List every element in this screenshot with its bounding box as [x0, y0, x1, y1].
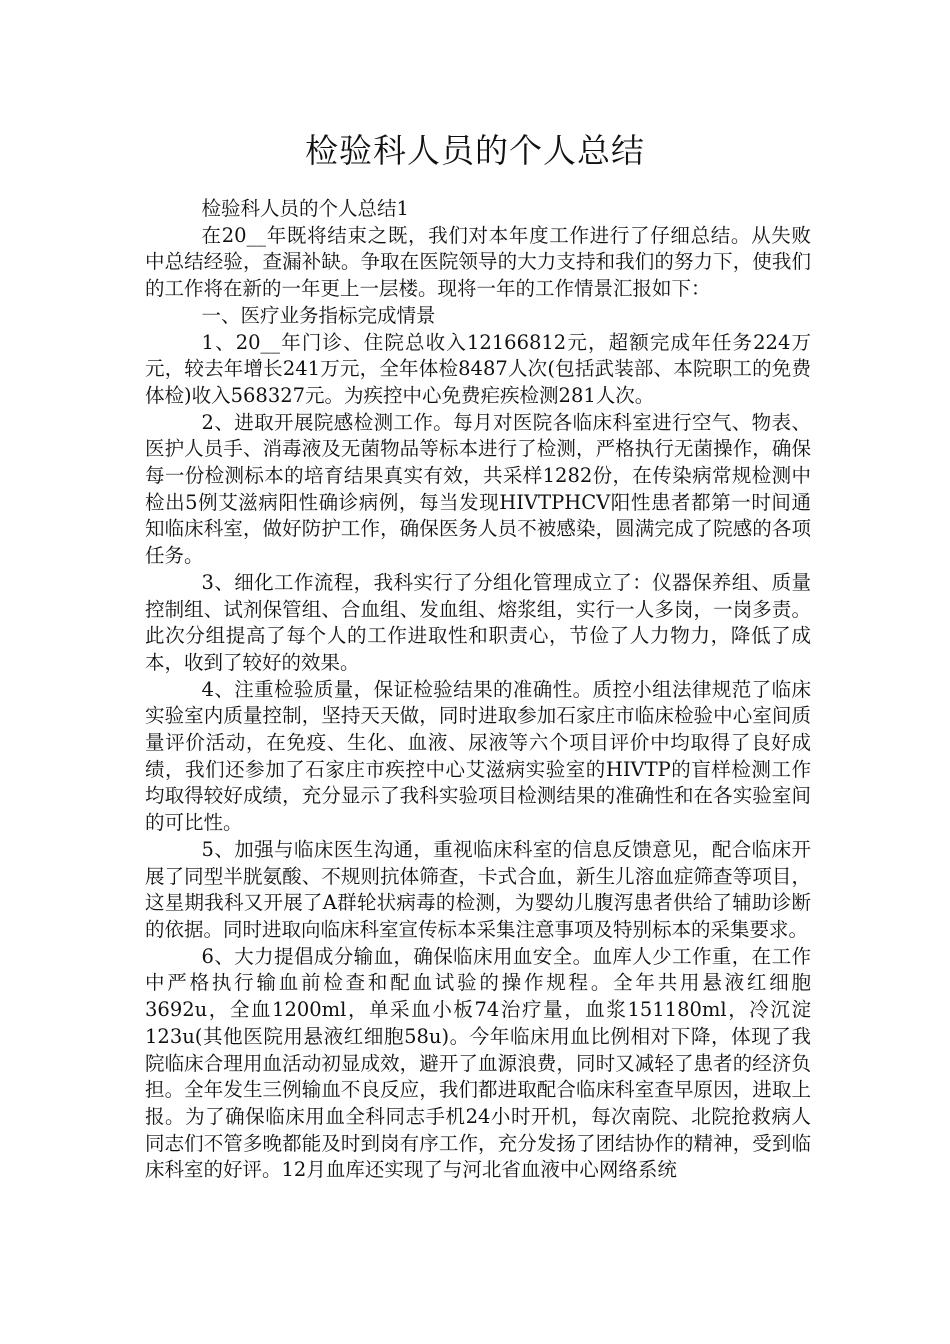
paragraph-item-4: 4、注重检验质量，保证检验结果的准确性。质控小组法律规范了临床实验室内质量控制，坚持天天做，同时进取参加石家庄市临床检验中心室间质量评价活动，在免疫、生化、血液、尿液等六个项目评价中均取得了良好成绩，我们还参加了石家庄市疾控中心艾滋病实验室的HIVTP的盲样检测工作均取得较好成绩，充分显示了我科实验项目检测结果的准确性和在各实验室间的可比性。	[145, 677, 811, 835]
paragraph-item-2: 2、进取开展院感检测工作。每月对医院各临床科室进行空气、物表、医护人员手、消毒液及无菌物品等标本进行了检测，严格执行无菌操作，确保每一份检测标本的培育结果真实有效，共采样1282份，在传染病常规检测中检出5例艾滋病阳性确诊病例，每当发现HIVTPHCV阳性患者都第一时间通知临床科室，做好防护工作，确保医务人员不被感染，圆满完成了院感的各项任务。	[145, 410, 811, 568]
paragraph-item-6: 6、大力提倡成分输血，确保临床用血安全。血库人少工作重，在工作中严格执行输血前检查和配血试验的操作规程。全年共用悬液红细胞3692u，全血1200ml，单采血小板74治疗量，血浆151180ml，冷沉淀123u(其他医院用悬液红细胞58u)。今年临床用血比例相对下降，体现了我院临床合理用血活动初显成效，避开了血源浪费，同时又减轻了患者的经济负担。全年发生三例输血不良反应，我们都进取配合临床科室查早原因，进取上报。为了确保临床用血全科同志手机24小时开机，每次南院、北院抢救病人同志们不管多晚都能及时到岗有序工作，充分发扬了团结协作的精神，受到临床科室的好评。12月血库还实现了与河北省血液中心网络系统	[145, 944, 811, 1182]
paragraph-intro: 在20__年既将结束之既，我们对本年度工作进行了仔细总结。从失败中总结经验，查漏补缺。争取在医院领导的大力支持和我们的努力下，使我们的工作将在新的一年更上一层楼。现将一年的工作情景汇报如下：	[145, 223, 811, 301]
document-body	[145, 196, 811, 1184]
subsection-heading: 一、医疗业务指标完成情景	[201, 303, 436, 327]
document-title: 检验科人员的个人总结	[305, 131, 645, 170]
paragraph-item-3: 3、细化工作流程，我科实行了分组化管理成立了：仪器保养组、质量控制组、试剂保管组、合血组、发血组、熔浆组，实行一人多岗，一岗多责。此次分组提高了每个人的工作进取性和职责心，节俭了人力物力，降低了成本，收到了较好的效果。	[145, 570, 811, 674]
paragraph-item-5: 5、加强与临床医生沟通，重视临床科室的信息反馈意见，配合临床开展了同型半胱氨酸、不规则抗体筛查，卡式合血，新生儿溶血症筛查等项目，这星期我科又开展了A群轮状病毒的检测，为婴幼儿腹泻患者供给了辅助诊断的依据。同时进取向临床科室宣传标本采集注意事项及特别标本的采集要求。	[145, 837, 811, 941]
paragraph-item-1: 1、20__年门诊、住院总收入12166812元，超额完成年任务224万元，较去年增长241万元，全年体检8487人次(包括武装部、本院职工的免费体检)收入568327元。为疾控中心免费疟疾检测281人次。	[145, 330, 811, 407]
section-heading: 检验科人员的个人总结1	[201, 197, 409, 220]
